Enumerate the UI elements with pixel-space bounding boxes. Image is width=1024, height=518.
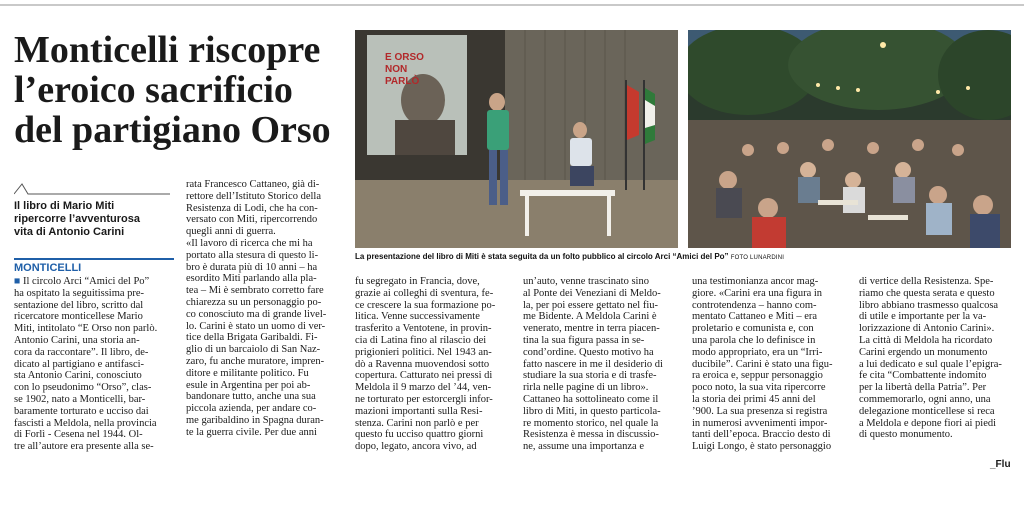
text-line: esordito Miti parlando alla pla-	[186, 273, 317, 285]
svg-text:PARLÒ: PARLÒ	[385, 76, 420, 87]
text-line: grazie ai colleghi di sventura, fe-	[355, 287, 494, 299]
text-line: baramente torturato e ucciso dai	[14, 405, 149, 417]
text-line: Resistenza è messa in discussio-	[523, 429, 659, 441]
text-line: cora da raccontare”. Il libro, de-	[14, 346, 149, 358]
text-line: proletario e comunista e, con	[692, 323, 814, 335]
photo-credit: FOTO LUNARDINI	[730, 255, 785, 261]
text-line: zaro, fu anche muratore, impren-	[186, 355, 325, 367]
text-line: mazioni importanti sulla Resi-	[355, 405, 483, 417]
text-line: modo appropriato, era un “Irri-	[692, 346, 823, 358]
text-line: fe cita “Combattente indomito	[859, 370, 987, 382]
text-line: versato con Miti, ripercorrendo	[186, 214, 318, 226]
text-line: ’900. La sua presenza si registra	[692, 405, 828, 417]
top-rule	[0, 4, 1024, 6]
text-line: Resistenza di Lodi, che ha con-	[186, 202, 318, 214]
photo-presentation	[355, 30, 678, 248]
text-line: fascisti a Meldola, nella provincia	[14, 417, 157, 429]
text-line: una parola che lo definisce in	[692, 334, 816, 346]
text-line: di Forlì - Cesena nel 1944. Ol-	[14, 429, 143, 441]
headline	[14, 30, 354, 150]
text-line: quegli anni di guerra.	[186, 226, 276, 238]
text-line: rata Francesco Cattaneo, già di-	[186, 179, 320, 190]
subhead-line: Il libro di Mario Miti	[14, 200, 115, 212]
text-line: ricercatore monticellese Mario	[14, 311, 143, 323]
text-line: una testimonianza ancor mag-	[692, 276, 819, 287]
text-line: di vertice della Resistenza. Spe-	[859, 276, 994, 287]
text-line: libro di Miti, in questo particola-	[523, 405, 661, 417]
text-line: Miti, intitolato “E Orso non parlò.	[14, 323, 158, 335]
text-line: poco noto, la sua vita ripercorre	[692, 382, 826, 394]
text-line: fatto nascere in me il desiderio di	[523, 358, 663, 370]
text-line: a lui dedicato e sul quale l’epigra-	[859, 358, 1002, 370]
author-signature: _Flu	[990, 459, 1011, 470]
article-column-3	[355, 276, 513, 453]
text-line: dicato al partigiano e antifasci-	[14, 358, 145, 370]
text-line: ne torturato per estorcergli infor-	[355, 393, 493, 405]
bullet-icon: ■	[14, 276, 21, 287]
text-line: te la guerra civile. Per due anni	[186, 426, 317, 438]
text-line: piccola azienda, per andare co-	[186, 403, 317, 415]
text-line: trasferito a Ventotene, in provin-	[355, 323, 492, 335]
text-line: lorizzazione di Antonio Carini».	[859, 323, 995, 335]
text-line: controtendenza – hanno com-	[692, 299, 817, 311]
text-line: glio di un barcaiolo di San Naz-	[186, 344, 321, 356]
article-column-2	[186, 179, 344, 439]
svg-text:NON: NON	[385, 64, 408, 75]
text-line: stenza. Carini non parlò e per	[355, 417, 479, 429]
article-column-6	[859, 276, 1017, 441]
text-line: giore. «Carini era una figura in	[692, 287, 823, 299]
text-line: a Meldola e depone fiori ai piedi	[859, 417, 997, 429]
text-line: di questo monumento.	[859, 429, 953, 441]
text-line: portato alla stesura di questo li-	[186, 249, 319, 261]
text-line: copertura. Catturato nei pressi di	[355, 370, 493, 382]
decorative-line	[14, 182, 170, 196]
text-line: commemorarlo, ogni anno, una	[859, 393, 991, 405]
text-line: Antonio Carini, una storia an-	[14, 334, 140, 346]
text-line: La città di Meldola ha ricordato	[859, 334, 993, 346]
text-line: la storia dei primi 45 anni del	[692, 393, 816, 405]
text-line: ha ospitato la seguitissima pre-	[14, 287, 145, 299]
subheadline	[14, 200, 174, 239]
text-line: Meldola il 9 marzo del ’44, ven-	[355, 382, 492, 394]
text-line: ■ Il circolo Arci “Amici del Po”	[14, 276, 150, 287]
text-line: in numerosi avvenimenti impor-	[692, 417, 828, 429]
text-line: re momento storico, nel quale la	[523, 417, 659, 429]
text-line: sentazione del libro, scritto dal	[14, 299, 144, 311]
text-line: se 1902, nato a Monticelli, bar-	[14, 393, 146, 405]
text-line: questo fu ucciso quattro giorni	[355, 429, 484, 441]
subhead-line: ripercorre l’avventurosa	[14, 213, 140, 225]
text-line: bandonare tutto, anche una sua	[186, 391, 316, 403]
text-line: ce crescere la sua formazione po-	[355, 299, 496, 311]
text-line: co conosciuto ma di grande livel-	[186, 308, 327, 320]
article-column-5	[692, 276, 850, 453]
headline-line: del partigiano Orso	[14, 109, 331, 151]
photo-caption	[355, 252, 1015, 261]
screen-text: E ORSO	[385, 52, 424, 63]
text-line: esule in Argentina per poi ab-	[186, 379, 311, 391]
text-line: rirla nelle pagine di un libro».	[523, 382, 649, 394]
text-line: tice della Brigata Garibaldi. Fi-	[186, 332, 318, 344]
text-line: per la libertà della Patria”. Per	[859, 382, 987, 394]
text-line: ra eroica e, seppur personaggio	[692, 370, 823, 382]
section-label: MONTICELLI	[14, 258, 174, 274]
text-line: venerato, mentre in terra piacen-	[523, 323, 660, 335]
text-line: litica. Venne successivamente	[355, 311, 480, 323]
text-line: la, per poi essere gettato nel fiu-	[523, 299, 658, 311]
text-line: ne, assume una importanza e	[523, 441, 644, 453]
text-line: tea – Mi è sembrato corretto fare	[186, 285, 324, 297]
text-line: studiare la sua storia e di trasfe-	[523, 370, 657, 382]
text-line: cia di Latina fino al rilascio dei	[355, 334, 487, 346]
text-line: rettore dell’Istituto Storico della	[186, 190, 322, 202]
article-column-4	[523, 276, 681, 453]
text-line: con lo pseudonimo “Orso”, clas-	[14, 382, 152, 394]
text-line: tanti dell’epoca. Braccio desto di	[692, 429, 831, 441]
article-column-1	[14, 276, 174, 453]
text-line: riamo che questa serata e questo	[859, 287, 995, 299]
text-line: Cattaneo ha sottolineato come il	[523, 393, 659, 405]
text-line: me garibaldino in Spagna duran-	[186, 414, 324, 426]
text-line: dopo, legato, ancora vivo, ad	[355, 441, 477, 453]
text-line: Luigi Longo, è stato personaggio	[692, 441, 832, 453]
text-line: tina la sua figura passa in se-	[523, 334, 645, 346]
text-line: dò a Ravenna muovendosi sotto	[355, 358, 490, 370]
text-line: «Il lavoro di ricerca che mi ha	[186, 237, 313, 249]
photo-audience	[688, 30, 1011, 248]
text-line: prigionieri politici. Nel 1943 an-	[355, 346, 492, 358]
text-line: fu segregato in Francia, dove,	[355, 276, 480, 287]
text-line: delegazione monticellese si reca	[859, 405, 995, 417]
text-line: libro abbiano trasmesso qualcosa	[859, 299, 999, 311]
text-line: cond’ordine. Questo motivo ha	[523, 346, 654, 358]
text-line: tre all’autore era presente alla se-	[14, 441, 154, 453]
text-line: di utile e importante per la va-	[859, 311, 987, 323]
caption-text: La presentazione del libro di Miti è stata seguita da un folto pubblico al circolo Arci “Amici del Po”	[355, 252, 729, 261]
headline-line: Monticelli riscopre	[14, 29, 321, 71]
text-line: Carini ergendo un monumento	[859, 346, 988, 358]
text-line: sta Antonio Carini, conosciuto	[14, 370, 142, 382]
text-line: ducibile”. Carini è stato una figu-	[692, 358, 833, 370]
text-line: mentato Cattaneo e Miti – era	[692, 311, 818, 323]
text-line: bro è durata più di 10 anni – ha	[186, 261, 318, 273]
text-line: ditore e militante politico. Fu	[186, 367, 309, 379]
text-line: lo. Carini è stato un uomo di ver-	[186, 320, 326, 332]
text-line: me Bidente. A Meldola Carini è	[523, 311, 657, 323]
subhead-line: vita di Antonio Carini	[14, 226, 125, 238]
text-line: al Ponte dei Veneziani di Meldo-	[523, 287, 661, 299]
text-line: chiarezza su un personaggio po-	[186, 296, 322, 308]
text-line: un’auto, venne trascinato sino	[523, 276, 649, 287]
headline-line: l’eroico sacrificio	[14, 69, 293, 111]
